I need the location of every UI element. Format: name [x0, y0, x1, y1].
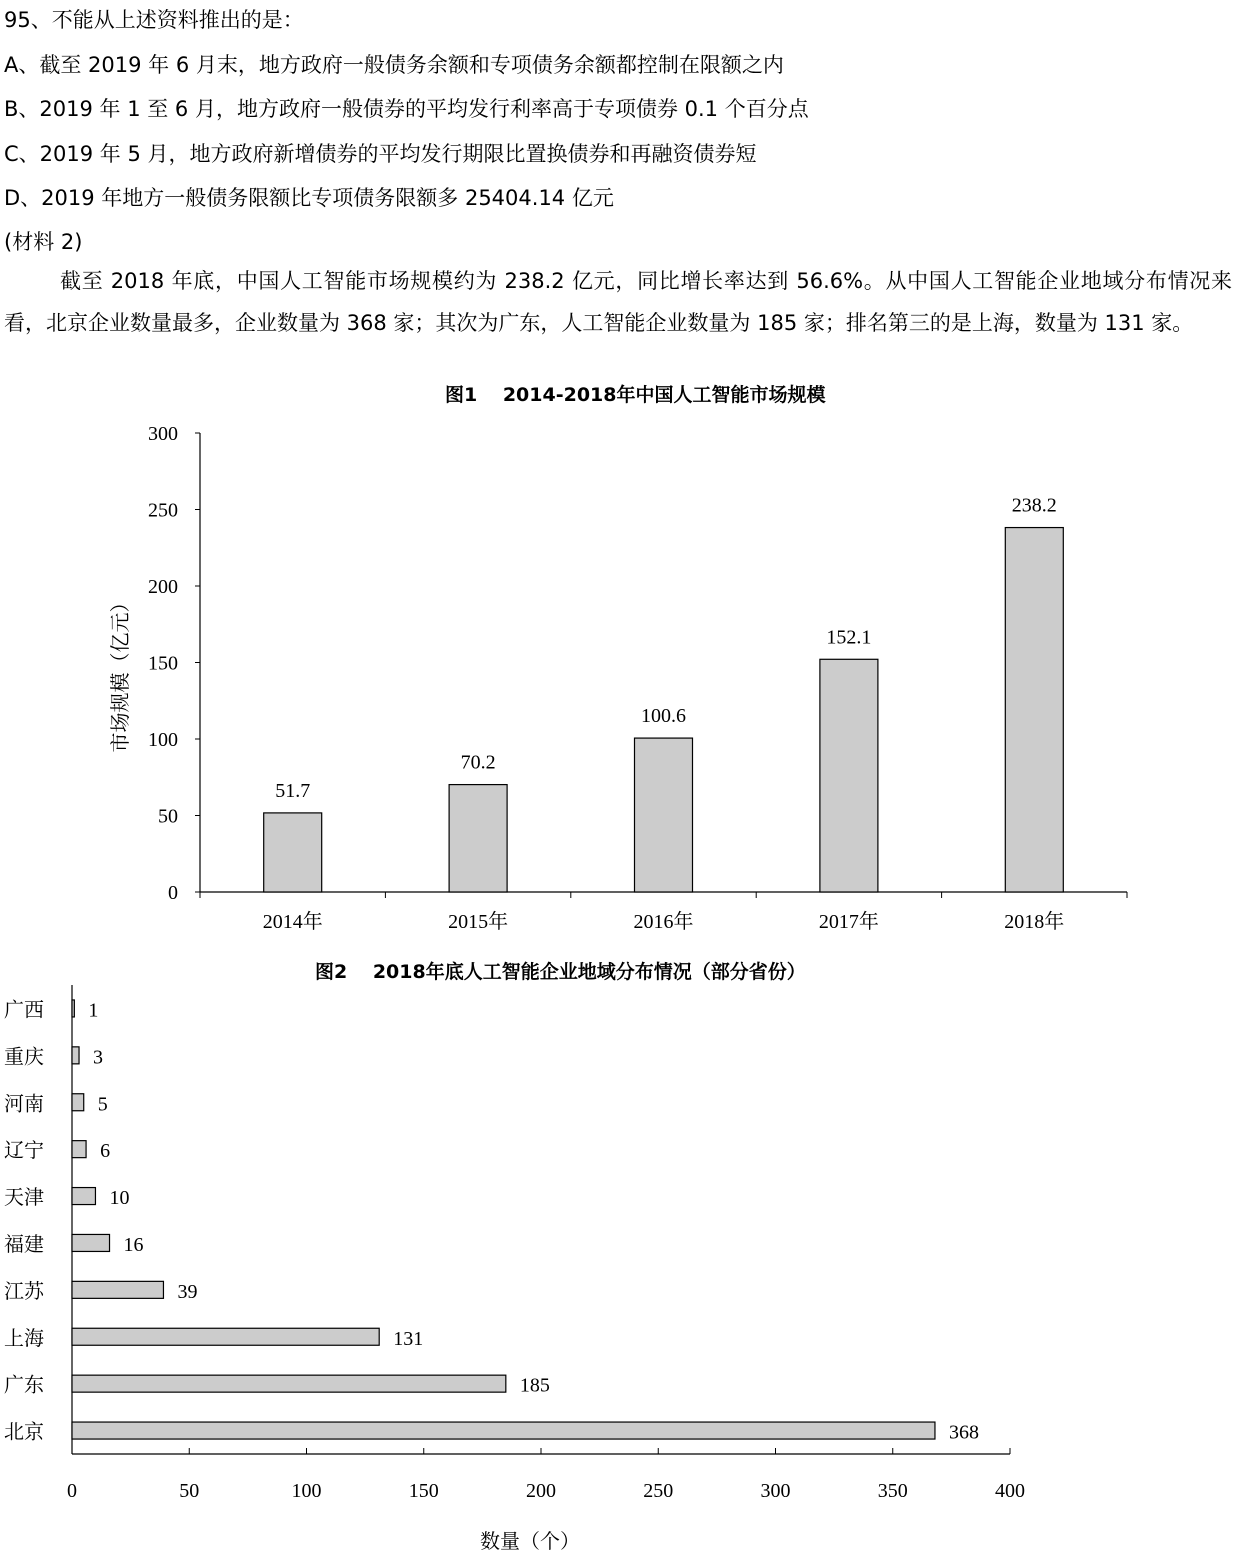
- chart1-bar: [635, 738, 693, 892]
- option-a[interactable]: A、截至 2019 年 6 月末，地方政府一般债务余额和专项债务余额都控制在限额之内: [4, 53, 784, 77]
- chart2-x-axis-title: 数量（个）: [480, 1529, 580, 1553]
- chart2-data-label: 6: [100, 1140, 111, 1163]
- chart1-data-label: 70.2: [460, 751, 496, 774]
- option-b[interactable]: B、2019 年 1 至 6 月，地方政府一般债券的平均发行利率高于专项债券 0.1 个百分点: [4, 97, 809, 121]
- chart2-data-label: 185: [519, 1374, 550, 1397]
- chart2-data-label: 5: [97, 1093, 108, 1116]
- chart2-category-label: 重庆: [4, 1044, 44, 1069]
- chart1-bar: [264, 813, 322, 892]
- material-paragraph: 截至 2018 年底，中国人工智能市场规模约为 238.2 亿元，同比增长率达到 56.6%。从中国人工智能企业地域分布情况来看，北京企业数量最多，企业数量为 368 家；其次为广东，人工智能企业数量为 185 家；排名第三的是上海，数量为 131 家。: [4, 269, 1232, 335]
- chart2-bar: [72, 1375, 506, 1392]
- chart2-bar: [72, 1422, 935, 1439]
- chart2-bar: [72, 1094, 84, 1111]
- chart2-title: 图2 2018年底人工智能企业地域分布情况（部分省份）: [315, 961, 806, 983]
- chart2-bar: [72, 1328, 379, 1345]
- chart1-y-tick-label: 250: [148, 499, 178, 522]
- chart1-data-label: 238.2: [1011, 494, 1057, 517]
- chart1-category-label: 2017年: [818, 911, 879, 933]
- chart2-x-tick-label: 200: [526, 1480, 556, 1502]
- chart1-data-label: 100.6: [641, 705, 686, 728]
- chart1-bar: [449, 785, 507, 892]
- question-stem: 95、不能从上述资料推出的是：: [4, 8, 304, 32]
- chart2-data-label: 1: [88, 999, 99, 1022]
- chart1-bar: [1005, 528, 1063, 892]
- chart1-category-label: 2014年: [262, 911, 323, 933]
- chart2-regional-distribution: [0, 980, 1238, 1560]
- chart2-x-tick-label: 0: [67, 1480, 77, 1502]
- chart1-bar: [820, 659, 878, 892]
- chart1-category-label: 2015年: [448, 911, 509, 933]
- chart2-x-tick-label: 250: [643, 1480, 674, 1502]
- chart1-y-tick-label: 0: [168, 882, 178, 904]
- chart1-y-tick-label: 50: [158, 805, 178, 828]
- chart2-x-tick-label: 400: [995, 1480, 1025, 1502]
- chart2-x-tick-label: 350: [877, 1480, 908, 1502]
- chart2-data-label: 39: [177, 1280, 198, 1303]
- chart1-title: 图1 2014-2018年中国人工智能市场规模: [445, 384, 826, 406]
- chart1-y-tick-label: 150: [148, 652, 178, 675]
- chart2-bar: [72, 1234, 110, 1251]
- chart2-x-tick-label: 100: [291, 1480, 322, 1502]
- chart2-bar: [72, 1000, 74, 1017]
- chart2-bar: [72, 1281, 163, 1298]
- chart2-category-label: 上海: [4, 1325, 44, 1350]
- chart1-market-size: [0, 420, 1238, 980]
- chart2-data-label: 368: [948, 1421, 979, 1444]
- chart2-bar: [72, 1047, 79, 1064]
- chart2-category-label: 天津: [4, 1185, 44, 1210]
- chart1-category-label: 2016年: [633, 911, 694, 933]
- option-c[interactable]: C、2019 年 5 月，地方政府新增债券的平均发行期限比置换债券和再融资债券短: [4, 142, 757, 166]
- chart2-category-label: 福建: [4, 1231, 44, 1256]
- chart2-data-label: 10: [109, 1187, 130, 1210]
- chart1-category-label: 2018年: [1004, 911, 1065, 933]
- chart2-data-label: 131: [393, 1327, 424, 1350]
- chart2-category-label: 广西: [4, 997, 44, 1022]
- chart1-data-label: 51.7: [275, 779, 311, 802]
- chart2-data-label: 16: [123, 1233, 144, 1256]
- chart1-y-tick-label: 300: [148, 423, 178, 445]
- chart2-category-label: 辽宁: [4, 1138, 44, 1163]
- chart1-y-axis-title: 市场规模（亿元）: [108, 592, 132, 753]
- chart2-category-label: 江苏: [4, 1278, 44, 1303]
- chart1-y-tick-label: 200: [148, 576, 178, 598]
- chart2-x-tick-label: 150: [408, 1480, 439, 1502]
- chart2-x-tick-label: 50: [179, 1480, 200, 1502]
- chart2-data-label: 3: [93, 1046, 104, 1069]
- chart2-bar: [72, 1188, 95, 1205]
- chart2-bar: [72, 1141, 86, 1158]
- chart2-category-label: 北京: [4, 1419, 44, 1444]
- chart1-data-label: 152.1: [826, 626, 872, 649]
- option-d[interactable]: D、2019 年地方一般债务限额比专项债务限额多 25404.14 亿元: [4, 186, 614, 210]
- chart2-category-label: 广东: [4, 1372, 44, 1397]
- material-label: (材料 2): [4, 230, 83, 254]
- chart1-y-tick-label: 100: [148, 729, 178, 751]
- chart2-x-tick-label: 300: [760, 1480, 791, 1502]
- chart2-category-label: 河南: [4, 1091, 44, 1116]
